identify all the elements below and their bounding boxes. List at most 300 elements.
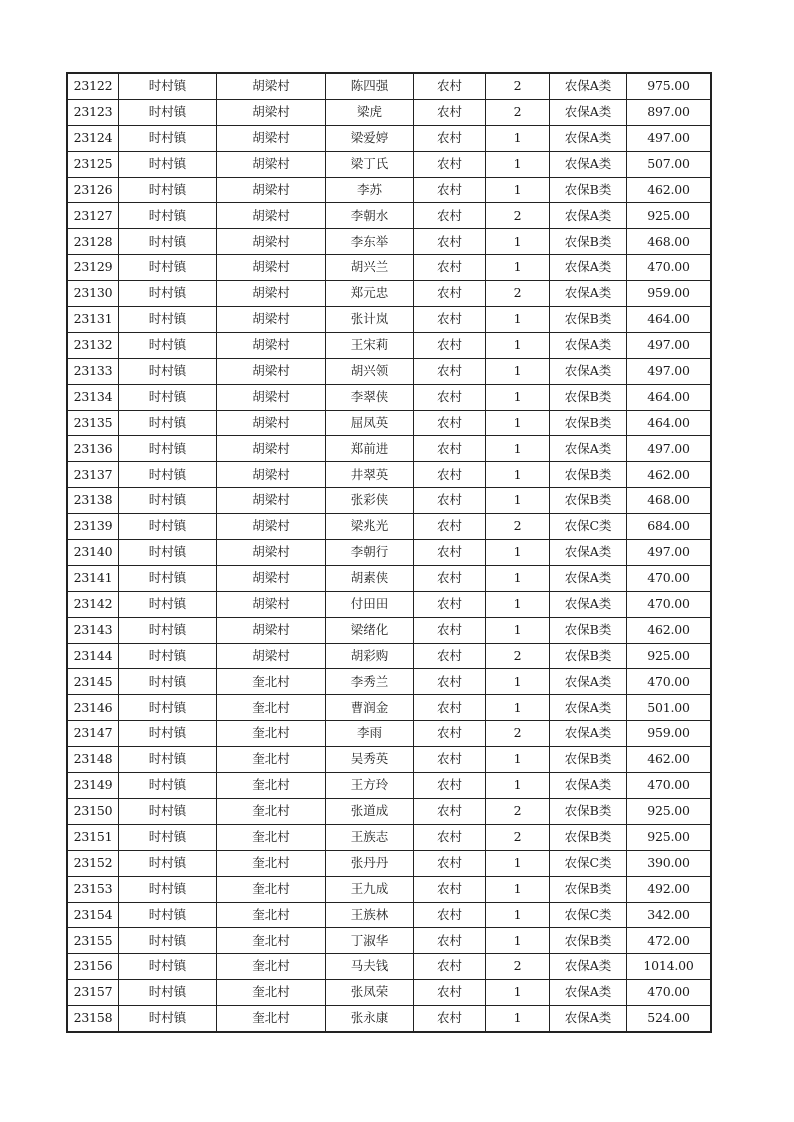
cell-name: 郑元忠 — [326, 281, 414, 307]
cell-village: 胡梁村 — [217, 488, 326, 514]
cell-village: 胡梁村 — [217, 307, 326, 333]
cell-category: 农保C类 — [550, 514, 627, 540]
cell-amount: 959.00 — [627, 721, 712, 747]
table-row — [67, 177, 711, 203]
cell-town: 时村镇 — [119, 643, 217, 669]
table-row — [67, 928, 711, 954]
cell-type: 农村 — [414, 591, 486, 617]
cell-amount: 925.00 — [627, 643, 712, 669]
cell-id: 23152 — [67, 850, 119, 876]
roster-table-body — [67, 73, 711, 1032]
cell-category: 农保B类 — [550, 643, 627, 669]
cell-village: 胡梁村 — [217, 591, 326, 617]
cell-name: 梁爱婷 — [326, 125, 414, 151]
cell-village: 奎北村 — [217, 902, 326, 928]
cell-id: 23128 — [67, 229, 119, 255]
cell-category: 农保B类 — [550, 462, 627, 488]
cell-count: 1 — [486, 617, 550, 643]
table-row — [67, 876, 711, 902]
table-row — [67, 332, 711, 358]
table-row — [67, 669, 711, 695]
cell-name: 张丹丹 — [326, 850, 414, 876]
cell-category: 农保B类 — [550, 384, 627, 410]
cell-type: 农村 — [414, 177, 486, 203]
cell-category: 农保B类 — [550, 177, 627, 203]
cell-town: 时村镇 — [119, 177, 217, 203]
cell-category: 农保B类 — [550, 876, 627, 902]
cell-town: 时村镇 — [119, 73, 217, 99]
cell-name: 梁丁氏 — [326, 151, 414, 177]
cell-village: 胡梁村 — [217, 617, 326, 643]
cell-type: 农村 — [414, 281, 486, 307]
table-row — [67, 643, 711, 669]
cell-amount: 492.00 — [627, 876, 712, 902]
table-row — [67, 747, 711, 773]
table-row — [67, 980, 711, 1006]
cell-category: 农保A类 — [550, 358, 627, 384]
cell-count: 2 — [486, 281, 550, 307]
cell-category: 农保A类 — [550, 203, 627, 229]
cell-village: 胡梁村 — [217, 358, 326, 384]
cell-count: 1 — [486, 928, 550, 954]
cell-amount: 462.00 — [627, 747, 712, 773]
cell-id: 23123 — [67, 99, 119, 125]
cell-category: 农保A类 — [550, 332, 627, 358]
cell-name: 李翠侠 — [326, 384, 414, 410]
cell-amount: 470.00 — [627, 565, 712, 591]
cell-type: 农村 — [414, 850, 486, 876]
cell-town: 时村镇 — [119, 255, 217, 281]
cell-village: 奎北村 — [217, 721, 326, 747]
cell-amount: 342.00 — [627, 902, 712, 928]
table-row — [67, 255, 711, 281]
table-row — [67, 954, 711, 980]
cell-amount: 925.00 — [627, 203, 712, 229]
cell-category: 农保A类 — [550, 591, 627, 617]
cell-name: 梁绪化 — [326, 617, 414, 643]
cell-name: 王族林 — [326, 902, 414, 928]
table-row — [67, 540, 711, 566]
cell-category: 农保A类 — [550, 125, 627, 151]
cell-category: 农保B类 — [550, 617, 627, 643]
cell-name: 郑前进 — [326, 436, 414, 462]
cell-village: 奎北村 — [217, 798, 326, 824]
cell-category: 农保B类 — [550, 798, 627, 824]
cell-amount: 462.00 — [627, 617, 712, 643]
cell-village: 胡梁村 — [217, 565, 326, 591]
table-row — [67, 125, 711, 151]
cell-type: 农村 — [414, 410, 486, 436]
cell-village: 胡梁村 — [217, 177, 326, 203]
cell-town: 时村镇 — [119, 850, 217, 876]
cell-id: 23139 — [67, 514, 119, 540]
cell-town: 时村镇 — [119, 824, 217, 850]
cell-category: 农保A类 — [550, 669, 627, 695]
cell-name: 李朝行 — [326, 540, 414, 566]
cell-count: 1 — [486, 488, 550, 514]
cell-count: 1 — [486, 669, 550, 695]
cell-count: 1 — [486, 850, 550, 876]
cell-type: 农村 — [414, 73, 486, 99]
cell-name: 梁虎 — [326, 99, 414, 125]
table-row — [67, 203, 711, 229]
cell-id: 23144 — [67, 643, 119, 669]
cell-count: 1 — [486, 307, 550, 333]
cell-town: 时村镇 — [119, 902, 217, 928]
cell-category: 农保B类 — [550, 229, 627, 255]
cell-name: 屈凤英 — [326, 410, 414, 436]
cell-name: 张道成 — [326, 798, 414, 824]
cell-town: 时村镇 — [119, 980, 217, 1006]
cell-id: 23145 — [67, 669, 119, 695]
cell-id: 23140 — [67, 540, 119, 566]
cell-name: 李秀兰 — [326, 669, 414, 695]
cell-town: 时村镇 — [119, 410, 217, 436]
cell-type: 农村 — [414, 565, 486, 591]
cell-name: 曹润金 — [326, 695, 414, 721]
cell-count: 2 — [486, 954, 550, 980]
cell-category: 农保B类 — [550, 747, 627, 773]
cell-id: 23133 — [67, 358, 119, 384]
table-row — [67, 591, 711, 617]
cell-name: 张永康 — [326, 1006, 414, 1032]
cell-village: 胡梁村 — [217, 229, 326, 255]
cell-type: 农村 — [414, 332, 486, 358]
cell-name: 陈四强 — [326, 73, 414, 99]
cell-type: 农村 — [414, 514, 486, 540]
cell-id: 23150 — [67, 798, 119, 824]
cell-type: 农村 — [414, 125, 486, 151]
cell-count: 1 — [486, 747, 550, 773]
cell-id: 23122 — [67, 73, 119, 99]
cell-amount: 472.00 — [627, 928, 712, 954]
cell-town: 时村镇 — [119, 540, 217, 566]
cell-count: 2 — [486, 203, 550, 229]
cell-town: 时村镇 — [119, 384, 217, 410]
cell-town: 时村镇 — [119, 747, 217, 773]
cell-town: 时村镇 — [119, 1006, 217, 1032]
cell-amount: 470.00 — [627, 669, 712, 695]
cell-id: 23143 — [67, 617, 119, 643]
table-row — [67, 281, 711, 307]
cell-town: 时村镇 — [119, 669, 217, 695]
cell-category: 农保B类 — [550, 307, 627, 333]
cell-category: 农保A类 — [550, 281, 627, 307]
cell-town: 时村镇 — [119, 307, 217, 333]
cell-count: 1 — [486, 151, 550, 177]
cell-village: 胡梁村 — [217, 125, 326, 151]
cell-count: 1 — [486, 125, 550, 151]
cell-town: 时村镇 — [119, 99, 217, 125]
table-row — [67, 358, 711, 384]
cell-type: 农村 — [414, 773, 486, 799]
cell-amount: 462.00 — [627, 462, 712, 488]
cell-count: 2 — [486, 643, 550, 669]
cell-type: 农村 — [414, 203, 486, 229]
cell-amount: 468.00 — [627, 229, 712, 255]
cell-village: 胡梁村 — [217, 540, 326, 566]
cell-name: 李东举 — [326, 229, 414, 255]
cell-town: 时村镇 — [119, 229, 217, 255]
table-row — [67, 824, 711, 850]
cell-category: 农保A类 — [550, 255, 627, 281]
table-row — [67, 514, 711, 540]
cell-id: 23148 — [67, 747, 119, 773]
cell-type: 农村 — [414, 954, 486, 980]
cell-name: 胡兴领 — [326, 358, 414, 384]
cell-amount: 468.00 — [627, 488, 712, 514]
cell-id: 23146 — [67, 695, 119, 721]
cell-name: 王宋莉 — [326, 332, 414, 358]
cell-type: 农村 — [414, 151, 486, 177]
cell-town: 时村镇 — [119, 591, 217, 617]
cell-type: 农村 — [414, 747, 486, 773]
cell-count: 1 — [486, 695, 550, 721]
cell-amount: 524.00 — [627, 1006, 712, 1032]
cell-amount: 497.00 — [627, 332, 712, 358]
table-row — [67, 436, 711, 462]
cell-town: 时村镇 — [119, 773, 217, 799]
cell-count: 2 — [486, 798, 550, 824]
cell-count: 1 — [486, 229, 550, 255]
cell-name: 付田田 — [326, 591, 414, 617]
cell-amount: 897.00 — [627, 99, 712, 125]
cell-type: 农村 — [414, 721, 486, 747]
table-row — [67, 488, 711, 514]
cell-town: 时村镇 — [119, 358, 217, 384]
table-row — [67, 307, 711, 333]
cell-type: 农村 — [414, 384, 486, 410]
table-row — [67, 73, 711, 99]
cell-count: 1 — [486, 410, 550, 436]
cell-name: 胡彩购 — [326, 643, 414, 669]
cell-id: 23125 — [67, 151, 119, 177]
table-row — [67, 410, 711, 436]
cell-id: 23134 — [67, 384, 119, 410]
cell-amount: 975.00 — [627, 73, 712, 99]
table-row — [67, 229, 711, 255]
cell-village: 胡梁村 — [217, 384, 326, 410]
cell-type: 农村 — [414, 488, 486, 514]
cell-category: 农保A类 — [550, 1006, 627, 1032]
cell-village: 胡梁村 — [217, 332, 326, 358]
cell-type: 农村 — [414, 695, 486, 721]
cell-category: 农保A类 — [550, 99, 627, 125]
cell-id: 23137 — [67, 462, 119, 488]
cell-village: 奎北村 — [217, 1006, 326, 1032]
cell-town: 时村镇 — [119, 617, 217, 643]
cell-id: 23157 — [67, 980, 119, 1006]
cell-amount: 470.00 — [627, 591, 712, 617]
cell-count: 1 — [486, 565, 550, 591]
cell-village: 胡梁村 — [217, 73, 326, 99]
cell-category: 农保C类 — [550, 902, 627, 928]
cell-count: 1 — [486, 902, 550, 928]
cell-name: 井翠英 — [326, 462, 414, 488]
cell-town: 时村镇 — [119, 876, 217, 902]
cell-id: 23124 — [67, 125, 119, 151]
cell-amount: 464.00 — [627, 307, 712, 333]
cell-town: 时村镇 — [119, 514, 217, 540]
cell-id: 23127 — [67, 203, 119, 229]
cell-id: 23154 — [67, 902, 119, 928]
cell-count: 1 — [486, 177, 550, 203]
cell-category: 农保A类 — [550, 980, 627, 1006]
cell-category: 农保A类 — [550, 73, 627, 99]
cell-village: 胡梁村 — [217, 462, 326, 488]
cell-count: 1 — [486, 436, 550, 462]
cell-village: 奎北村 — [217, 928, 326, 954]
cell-amount: 497.00 — [627, 436, 712, 462]
cell-village: 奎北村 — [217, 980, 326, 1006]
cell-amount: 684.00 — [627, 514, 712, 540]
cell-amount: 501.00 — [627, 695, 712, 721]
cell-count: 1 — [486, 1006, 550, 1032]
cell-village: 奎北村 — [217, 669, 326, 695]
cell-village: 胡梁村 — [217, 281, 326, 307]
cell-type: 农村 — [414, 358, 486, 384]
cell-name: 梁兆光 — [326, 514, 414, 540]
cell-name: 李朝水 — [326, 203, 414, 229]
cell-village: 奎北村 — [217, 850, 326, 876]
cell-id: 23153 — [67, 876, 119, 902]
cell-type: 农村 — [414, 928, 486, 954]
cell-count: 2 — [486, 73, 550, 99]
cell-name: 胡兴兰 — [326, 255, 414, 281]
cell-id: 23131 — [67, 307, 119, 333]
cell-village: 胡梁村 — [217, 436, 326, 462]
cell-name: 王方玲 — [326, 773, 414, 799]
cell-name: 胡素侠 — [326, 565, 414, 591]
table-row — [67, 695, 711, 721]
cell-village: 奎北村 — [217, 876, 326, 902]
cell-village: 奎北村 — [217, 747, 326, 773]
cell-town: 时村镇 — [119, 125, 217, 151]
cell-id: 23141 — [67, 565, 119, 591]
cell-amount: 925.00 — [627, 824, 712, 850]
cell-name: 张计岚 — [326, 307, 414, 333]
cell-count: 2 — [486, 824, 550, 850]
cell-town: 时村镇 — [119, 695, 217, 721]
cell-category: 农保A类 — [550, 721, 627, 747]
cell-amount: 470.00 — [627, 773, 712, 799]
table-row — [67, 1006, 711, 1032]
cell-id: 23158 — [67, 1006, 119, 1032]
cell-amount: 470.00 — [627, 980, 712, 1006]
cell-count: 1 — [486, 591, 550, 617]
cell-type: 农村 — [414, 307, 486, 333]
cell-type: 农村 — [414, 902, 486, 928]
cell-category: 农保C类 — [550, 850, 627, 876]
roster-table — [66, 72, 712, 1033]
cell-village: 胡梁村 — [217, 203, 326, 229]
cell-category: 农保A类 — [550, 151, 627, 177]
cell-amount: 1014.00 — [627, 954, 712, 980]
cell-type: 农村 — [414, 798, 486, 824]
cell-type: 农村 — [414, 436, 486, 462]
cell-type: 农村 — [414, 540, 486, 566]
cell-count: 2 — [486, 514, 550, 540]
cell-name: 丁淑华 — [326, 928, 414, 954]
cell-id: 23130 — [67, 281, 119, 307]
cell-type: 农村 — [414, 99, 486, 125]
cell-id: 23129 — [67, 255, 119, 281]
table-row — [67, 565, 711, 591]
cell-type: 农村 — [414, 617, 486, 643]
cell-id: 23151 — [67, 824, 119, 850]
cell-village: 胡梁村 — [217, 514, 326, 540]
table-row — [67, 99, 711, 125]
cell-town: 时村镇 — [119, 954, 217, 980]
cell-category: 农保B类 — [550, 928, 627, 954]
cell-count: 2 — [486, 721, 550, 747]
cell-category: 农保B类 — [550, 410, 627, 436]
table-row — [67, 617, 711, 643]
cell-town: 时村镇 — [119, 488, 217, 514]
cell-id: 23138 — [67, 488, 119, 514]
cell-name: 张彩侠 — [326, 488, 414, 514]
cell-village: 奎北村 — [217, 695, 326, 721]
cell-amount: 390.00 — [627, 850, 712, 876]
cell-category: 农保A类 — [550, 695, 627, 721]
cell-town: 时村镇 — [119, 565, 217, 591]
cell-town: 时村镇 — [119, 798, 217, 824]
cell-id: 23156 — [67, 954, 119, 980]
cell-category: 农保A类 — [550, 773, 627, 799]
cell-category: 农保B类 — [550, 488, 627, 514]
cell-village: 胡梁村 — [217, 255, 326, 281]
cell-type: 农村 — [414, 876, 486, 902]
cell-name: 吴秀英 — [326, 747, 414, 773]
cell-category: 农保A类 — [550, 954, 627, 980]
table-row — [67, 773, 711, 799]
cell-town: 时村镇 — [119, 332, 217, 358]
cell-type: 农村 — [414, 980, 486, 1006]
cell-amount: 470.00 — [627, 255, 712, 281]
cell-town: 时村镇 — [119, 436, 217, 462]
cell-count: 1 — [486, 462, 550, 488]
cell-id: 23135 — [67, 410, 119, 436]
cell-name: 李雨 — [326, 721, 414, 747]
cell-id: 23136 — [67, 436, 119, 462]
cell-town: 时村镇 — [119, 462, 217, 488]
table-row — [67, 902, 711, 928]
cell-category: 农保A类 — [550, 436, 627, 462]
cell-village: 奎北村 — [217, 824, 326, 850]
table-row — [67, 462, 711, 488]
cell-type: 农村 — [414, 462, 486, 488]
cell-type: 农村 — [414, 824, 486, 850]
cell-count: 1 — [486, 255, 550, 281]
table-row — [67, 798, 711, 824]
cell-amount: 925.00 — [627, 798, 712, 824]
cell-town: 时村镇 — [119, 928, 217, 954]
cell-type: 农村 — [414, 229, 486, 255]
cell-type: 农村 — [414, 643, 486, 669]
cell-count: 1 — [486, 384, 550, 410]
cell-town: 时村镇 — [119, 203, 217, 229]
cell-village: 胡梁村 — [217, 99, 326, 125]
cell-category: 农保A类 — [550, 540, 627, 566]
cell-category: 农保A类 — [550, 565, 627, 591]
table-row — [67, 151, 711, 177]
cell-id: 23149 — [67, 773, 119, 799]
cell-town: 时村镇 — [119, 281, 217, 307]
cell-village: 奎北村 — [217, 954, 326, 980]
cell-count: 1 — [486, 332, 550, 358]
cell-type: 农村 — [414, 669, 486, 695]
cell-village: 奎北村 — [217, 773, 326, 799]
